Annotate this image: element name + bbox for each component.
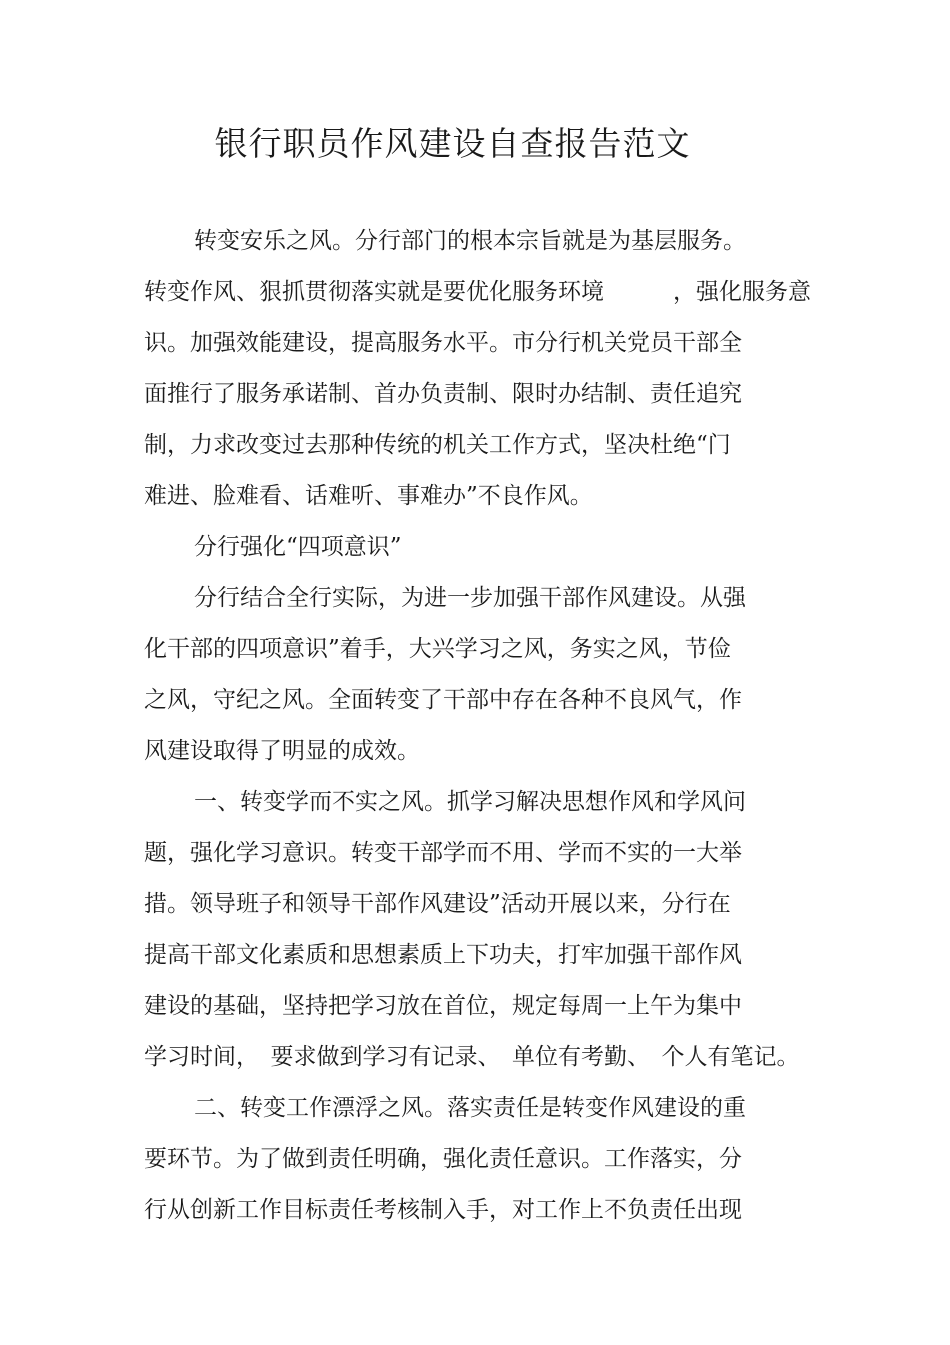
- body-line: 分行强化“四项意识”: [194, 534, 402, 560]
- body-line: 措。领导班子和领导干部作风建设”活动开展以来，分行在: [144, 891, 731, 917]
- body-line: 识。加强效能建设，提高服务水平。市分行机关党员干部全: [144, 330, 742, 356]
- document-body: [144, 216, 844, 1236]
- body-line: 难进、脸难看、话难听、事难办”不良作风。: [144, 483, 593, 509]
- body-line: 建设的基础，坚持把学习放在首位，规定每周一上午为集中: [144, 993, 742, 1019]
- body-line: 一、转变学而不实之风。抓学习解决思想作风和学风问: [194, 789, 746, 815]
- body-line: 要环节。为了做到责任明确，强化责任意识。工作落实，分: [144, 1146, 742, 1172]
- body-line: 提高干部文化素质和思想素质上下功夫，打牢加强干部作风: [144, 942, 742, 968]
- body-line: 题，强化学习意识。转变干部学而不用、学而不实的一大举: [144, 840, 742, 866]
- body-line: 转变安乐之风。分行部门的根本宗旨就是为基层服务。: [194, 228, 746, 254]
- body-line: 制，力求改变过去那种传统的机关工作方式，坚决杜绝“门: [144, 432, 731, 458]
- body-line: 化干部的四项意识”着手，大兴学习之风，务实之风，节俭: [144, 636, 731, 662]
- body-line: 分行结合全行实际，为进一步加强干部作风建设。从强: [194, 585, 746, 611]
- body-line: 面推行了服务承诺制、首办负责制、限时办结制、责任追究: [144, 381, 742, 407]
- body-line: 学习时间， 要求做到学习有记录、 单位有考勤、 个人有笔记。: [144, 1044, 800, 1070]
- body-line: 二、转变工作漂浮之风。落实责任是转变作风建设的重: [194, 1095, 746, 1121]
- body-line: 风建设取得了明显的成效。: [144, 738, 420, 764]
- document-title: 银行职员作风建设自查报告范文: [214, 124, 691, 163]
- body-line: 转变作风、狠抓贯彻落实就是要优化服务环境 ，强化服务意: [144, 279, 811, 305]
- body-line: 行从创新工作目标责任考核制入手，对工作上不负责任出现: [144, 1197, 742, 1223]
- body-line: 之风，守纪之风。全面转变了干部中存在各种不良风气，作: [144, 687, 742, 713]
